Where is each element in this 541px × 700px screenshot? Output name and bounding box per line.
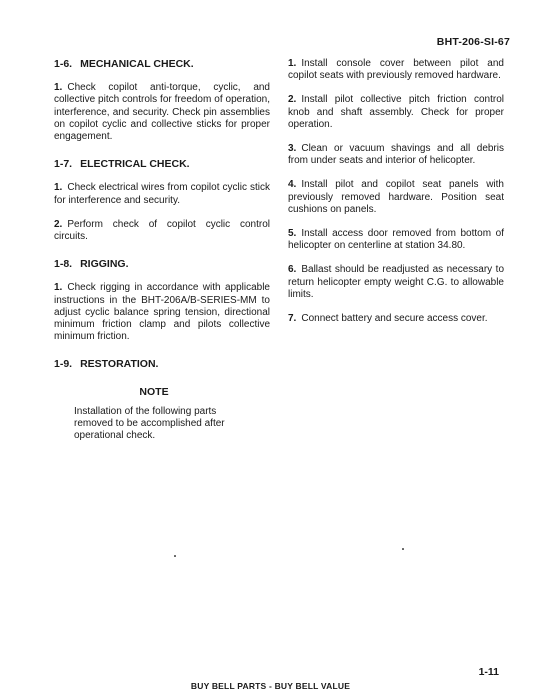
section-number: 1-9. <box>54 358 73 371</box>
footer-slogan: BUY BELL PARTS - BUY BELL VALUE <box>190 681 351 691</box>
step-number: 4. <box>288 179 297 191</box>
step-text: Connect battery and secure access cover. <box>301 313 488 325</box>
paragraph-text: Perform check of copilot cyclic control circuits. <box>54 218 270 243</box>
step-text: Install access door removed from bottom of helicopter on centerline at station 34.80. <box>288 228 504 252</box>
restoration-step <box>288 179 504 216</box>
section-heading-electrical-check <box>54 158 270 170</box>
section-heading-mechanical-check <box>54 58 270 70</box>
left-column <box>54 58 270 442</box>
paragraph-text: Check electrical wires from copilot cyclic stick for interference and security. <box>54 182 270 206</box>
step-text: Install console cover between pilot and copilot seats with previously removed hardware. <box>288 58 504 82</box>
section-number: 1-6. <box>54 58 73 70</box>
paragraph-number: 2. <box>54 218 63 230</box>
section-heading-restoration <box>54 358 270 370</box>
step-number: 6. <box>288 264 297 276</box>
right-column <box>288 58 504 325</box>
note-body: Installation of the following parts removed to be accomplished after operational check. <box>74 405 225 442</box>
step-number: 3. <box>288 143 297 155</box>
paragraph-mechanical-1 <box>54 82 270 143</box>
paragraph-electrical-1 <box>54 182 270 206</box>
section-title: RESTORATION. <box>80 358 159 371</box>
paragraph-electrical-2 <box>54 219 270 243</box>
paragraph-number: 1. <box>54 82 63 94</box>
restoration-step <box>288 264 504 301</box>
page-number: 1-11 <box>478 666 499 678</box>
paragraph-text: Check rigging in accordance with applicable instructions in the BHT-206A/B-SERIES-MM to adjust cyclic balance spring tension, directional minimum friction clamp and pilots collective minimum friction. <box>54 282 270 343</box>
paragraph-rigging-1 <box>54 282 270 343</box>
step-text: Install pilot and copilot seat panels with previously removed hardware. Position seat cushions on panels. <box>288 179 504 215</box>
step-number: 5. <box>288 228 297 240</box>
paragraph-number: 1. <box>54 182 63 194</box>
section-number: 1-7. <box>54 158 73 171</box>
step-text: Ballast should be readjusted as necessary to return helicopter empty weight C.G. to allowable limits. <box>288 264 504 300</box>
note-title: NOTE <box>139 385 169 398</box>
section-number: 1-8. <box>54 258 73 271</box>
paragraph-number: 1. <box>54 282 63 294</box>
step-number: 1. <box>288 58 297 69</box>
restoration-step <box>288 143 504 167</box>
step-number: 2. <box>288 94 297 106</box>
paragraph-text: Check copilot anti-torque, cyclic, and collective pitch controls for freedom of operation, interference, and security. Check pin assemblies on copilot cyclic and collective sticks for proper engagement. <box>54 82 270 143</box>
step-number: 7. <box>288 313 297 325</box>
section-title: ELECTRICAL CHECK. <box>80 158 190 171</box>
restoration-step <box>288 313 504 325</box>
restoration-step <box>288 94 504 131</box>
section-title: RIGGING. <box>80 258 129 271</box>
step-text: Clean or vacuum shavings and all debris from under seats and interior of helicopter. <box>288 143 504 167</box>
step-text: Install pilot collective pitch friction control knob and shaft assembly. Check for proper operation. <box>288 94 504 130</box>
restoration-step <box>288 228 504 252</box>
section-heading-rigging <box>54 258 270 270</box>
scan-speck <box>402 548 404 550</box>
restoration-step <box>288 58 504 82</box>
scan-speck <box>174 555 176 557</box>
section-title: MECHANICAL CHECK. <box>80 58 194 70</box>
document-id: BHT-206-SI-67 <box>436 36 510 48</box>
